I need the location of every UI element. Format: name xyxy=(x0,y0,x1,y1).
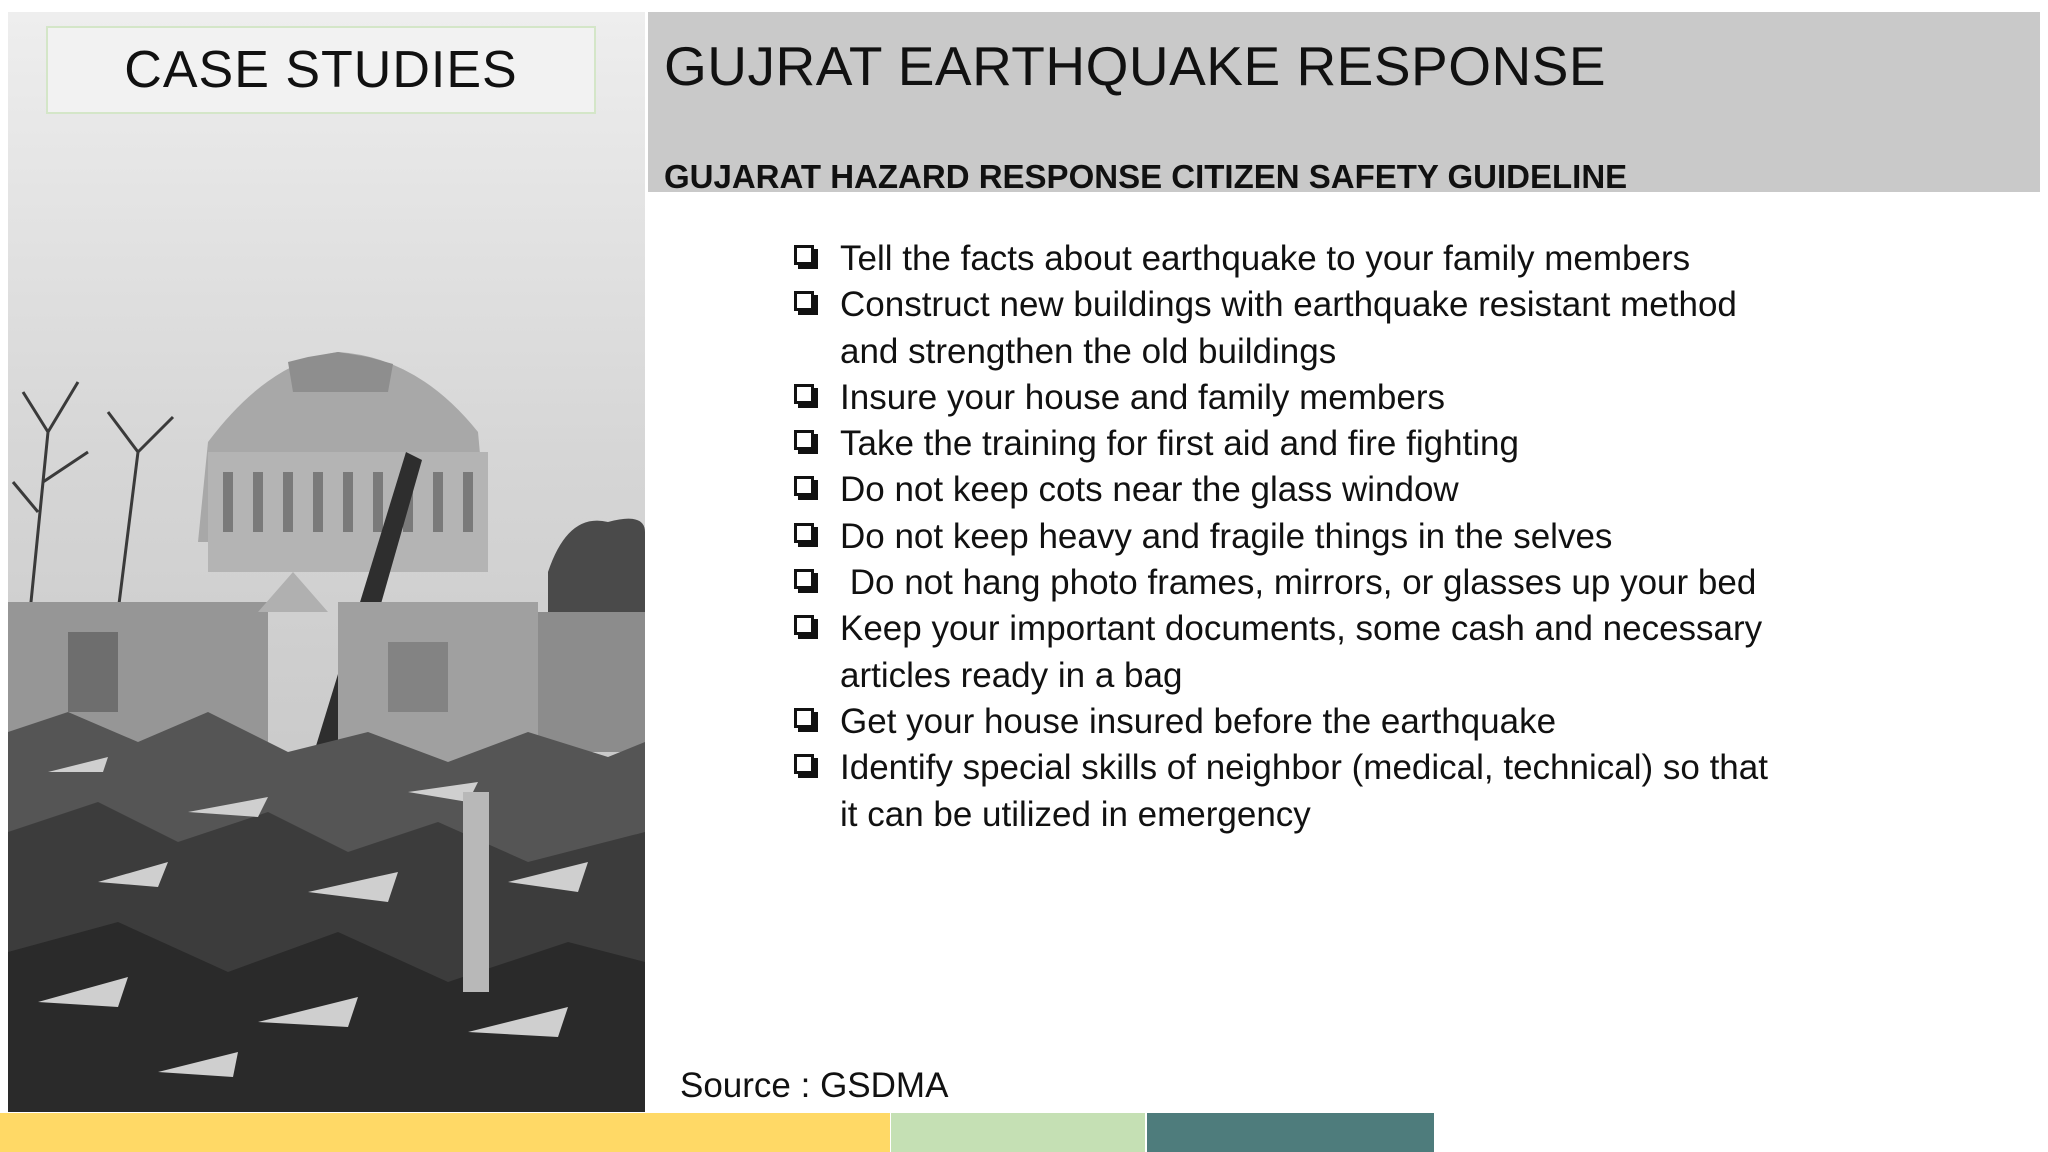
checkbox-icon xyxy=(794,245,814,265)
list-item xyxy=(792,375,1792,421)
checkbox-icon xyxy=(794,384,814,404)
page-title: GUJRAT EARTHQUAKE RESPONSE xyxy=(664,35,1607,97)
list-item xyxy=(792,236,1792,282)
earthquake-ruins-photo xyxy=(8,12,645,1112)
list-item-text: Take the training for first aid and fire fighting xyxy=(840,424,1519,464)
case-studies-label: CASE STUDIES xyxy=(46,26,596,114)
list-item-text: Do not keep heavy and fragile things in the selves xyxy=(840,516,1613,556)
list-item-text: Insure your house and family members xyxy=(840,377,1445,417)
checkbox-icon xyxy=(794,430,814,450)
page-subtitle: GUJARAT HAZARD RESPONSE CITIZEN SAFETY GUIDELINE xyxy=(664,158,1628,195)
safety-guideline-list xyxy=(792,236,1792,838)
list-item xyxy=(792,560,1792,606)
checkbox-icon xyxy=(794,754,814,774)
footer-bar-green xyxy=(891,1113,1145,1152)
checkbox-icon xyxy=(794,615,814,635)
list-item xyxy=(792,745,1792,838)
checkbox-icon xyxy=(794,708,814,728)
list-item-text: Construct new buildings with earthquake resistant method and strengthen the old buildings xyxy=(840,285,1737,371)
list-item-text: Get your house insured before the earthquake xyxy=(840,701,1557,741)
checkbox-icon xyxy=(794,523,814,543)
list-item xyxy=(792,514,1792,560)
list-item xyxy=(792,467,1792,513)
list-item xyxy=(792,606,1792,699)
list-item xyxy=(792,282,1792,375)
list-item-text: Do not hang photo frames, mirrors, or glasses up your bed xyxy=(840,563,1757,603)
list-item-text: Tell the facts about earthquake to your family members xyxy=(840,239,1691,278)
list-item-text: Do not keep cots near the glass window xyxy=(840,470,1459,510)
source-citation: Source : GSDMA xyxy=(680,1066,949,1105)
list-item-text: Identify special skills of neighbor (medical, technical) so that it can be utilized in emergency xyxy=(840,748,1768,834)
list-item xyxy=(792,421,1792,467)
footer-bar-yellow xyxy=(0,1113,890,1152)
checkbox-icon xyxy=(794,291,814,311)
list-item-text: Keep your important documents, some cash and necessary articles ready in a bag xyxy=(840,609,1763,695)
list-item xyxy=(792,699,1792,745)
checkbox-icon xyxy=(794,476,814,496)
checkbox-icon xyxy=(794,569,814,589)
footer-bar-teal xyxy=(1147,1113,1434,1152)
